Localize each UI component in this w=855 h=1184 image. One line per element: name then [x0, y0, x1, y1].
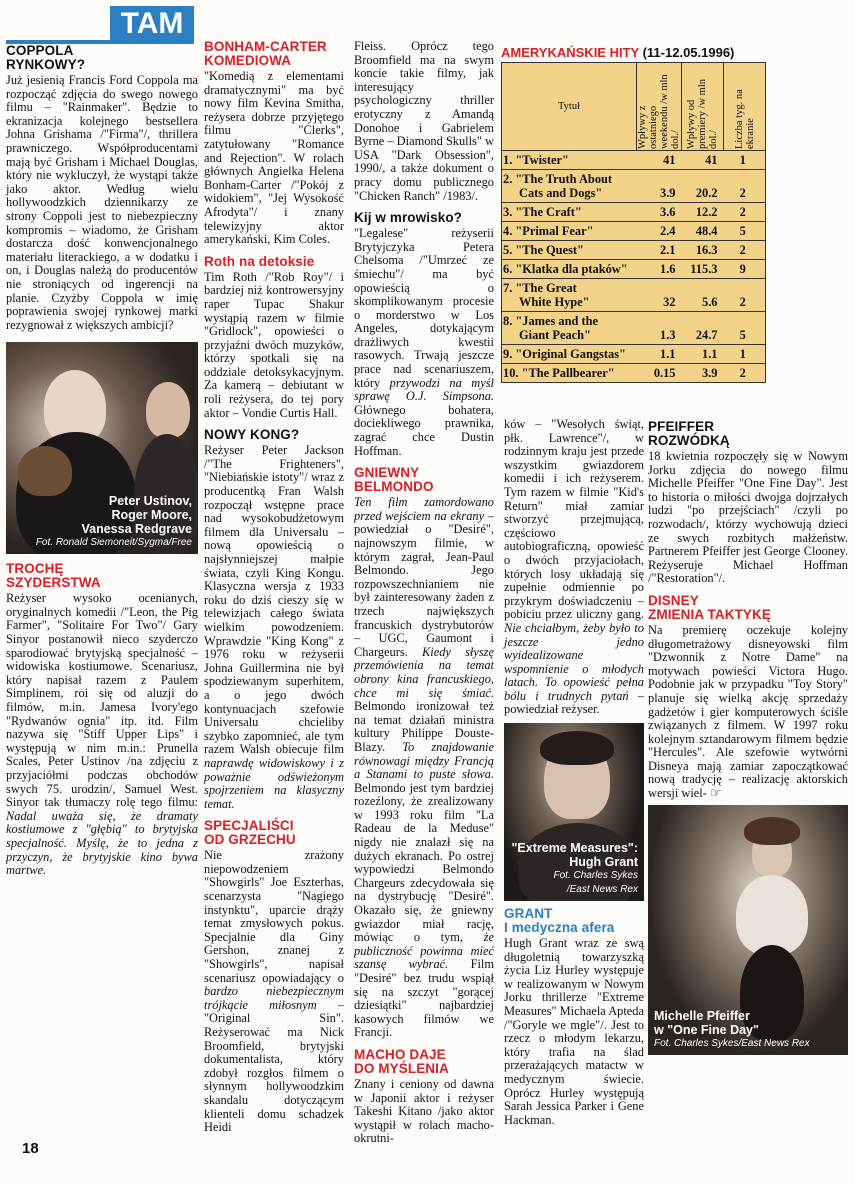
- section-tab: TAM: [110, 6, 194, 42]
- article-specjalisci: Nie zrażony niepowodzeniem "Showgirls" Joe Eszterhas, scenarzysta "Nagiego instynktu", uparcie drąży temat zmysłowych pokus. Specjalnie dla Giny Gershon, znanej z "Showgirls", napisał scenariusz opowiadający o bardzo niebezpiecznym trójkącie miłosnym – "Original Sin". Reżyserować ma Nick Broomfield, brytyjski dokumentalista, który zdobył rozgłos filmem o słynnym hollywoodzkim skandalu dotyczącym klienteli domu schadzek Heidi: [204, 848, 344, 1135]
- total-gross: 24.7: [682, 312, 724, 345]
- photo-michelle-pfeiffer: [648, 805, 848, 1055]
- headline-disney: DISNEY ZMIENIA TAKTYKĘ: [648, 592, 771, 622]
- rank: 1.: [503, 153, 513, 167]
- movie-title: "Klatka dla ptaków": [515, 262, 628, 276]
- weeks-on-screen: 1: [724, 151, 766, 170]
- weekend-gross: 2.1: [637, 241, 682, 260]
- movie-title-cell: [502, 279, 637, 312]
- article-kij-w-mrowisko: "Legalese" reżyserii Brytyjczyka Petera Chelsoma /"Umrzeć ze śmiechu"/ ma być opowieścią o skomplikowanym procesie o morderstwo w Los Angeles, dotykającym drażliwych kwestii rasowych. Trwają jeszcze prace nad scenariuszem, który przywodzi na myśl sprawę O.J. Simpsona. Głównego bohatera, dociekliwego prawnika, zagrać chce Dustin Hoffman.: [354, 226, 494, 458]
- photo-credit: Fot. Charles Sykes/East News Rex: [654, 1037, 810, 1049]
- headline-macho: MACHO DAJE DO MYŚLENIA: [354, 1046, 449, 1076]
- weeks-on-screen: 2: [724, 203, 766, 222]
- rank: 6.: [503, 262, 513, 276]
- movie-title: "The Truth About: [515, 172, 613, 186]
- rank: 9.: [503, 347, 513, 361]
- table-row: [502, 222, 766, 241]
- total-gross: 20.2: [682, 170, 724, 203]
- rank: 4.: [503, 224, 513, 238]
- headline-grant: GRANT I medyczna afera: [504, 906, 615, 936]
- rank: 10.: [503, 366, 519, 380]
- total-gross: 3.9: [682, 364, 724, 383]
- weeks-on-screen: 2: [724, 170, 766, 203]
- table-row: [502, 170, 766, 203]
- table-row: [502, 203, 766, 222]
- header-weekend: Wpływy z ostatniego weekendu /w mln dol./: [637, 63, 682, 151]
- headline-roth: Roth na detoksie: [204, 253, 315, 269]
- hits-table: [501, 62, 766, 383]
- article-roth: Tim Roth /"Rob Roy"/ i bardziej niż kontrowersyjny raper Tupac Shakur wystąpią razem w filmie "Gridlock", opowieści o przyjaźni dwóch muzyków, którzy spotkali się na oddziale detoksykacyjnym. Za kamerą – debiutant w roli reżysera, do tej pory aktor – Vondie Curtis Hall.: [204, 269, 344, 420]
- column-5: [648, 420, 848, 1055]
- photo-hugh-grant: [504, 723, 644, 901]
- weekend-gross: 41: [637, 151, 682, 170]
- weeks-on-screen: 5: [724, 312, 766, 345]
- total-gross: 12.2: [682, 203, 724, 222]
- rank: 5.: [503, 243, 513, 257]
- total-gross: 48.4: [682, 222, 724, 241]
- article-macho-cont: ków – "Wesołych świąt, płk. Lawrence"/, w rodzinnym kraju jest przede wszystkim gwiazdorem komedii i ich reżyserem. Tym razem w filmie "Kid's Return" miał zamiar stworzyć przejmującą, częściowo autobiograficzną, opowieść o dwóch przyjaciołach, których losy układają się zupełnie odmiennie po przykrym doświadczeniu – pobiciu przez uliczny gang. Nie chciałbym, żeby było to jeszcze jedno wyidealizowane wspomnienie o młodych latach. To opowieść pełna bólu i trudnych pytań – powiedział reżyser.: [504, 417, 644, 717]
- person-blouse: [736, 875, 808, 955]
- article-pfeiffer: 18 kwietnia rozpoczęły się w Nowym Jorku zdjęcia do nowego filmu Michelle Pfeiffer "One Fine Day". Jest to historia o miłości dwojga dojrzałych ludzi "po przejściach" /czyli po rozwodach/, którzy wychowują dzieci ze swych rozbitych małżeństw. Partnerem Pfeiffer jest George Clooney. Reżyseruje Michael Hoffman /"Restoration"/.: [648, 449, 848, 586]
- american-hits-box: [501, 45, 766, 383]
- movie-title: "The Craft": [515, 205, 582, 219]
- movie-title: "The Pallbearer": [521, 366, 615, 380]
- rank: 8.: [503, 314, 513, 328]
- photo-caption: Michelle Pfeiffer w "One Fine Day" Fot. Charles Sykes/East News Rex: [654, 1008, 810, 1049]
- headline-bonham-carter: BONHAM-CARTER KOMEDIOWA: [204, 39, 327, 68]
- weekend-gross: 3.6: [637, 203, 682, 222]
- rank: 3.: [503, 205, 513, 219]
- movie-title-cell: [502, 170, 637, 203]
- movie-title: Cats and Dogs": [519, 186, 603, 200]
- column-3: [354, 40, 494, 1146]
- header-screens: Liczba tyg. na ekranie: [724, 63, 766, 151]
- total-gross: 115.3: [682, 260, 724, 279]
- table-row: [502, 345, 766, 364]
- rank: 7.: [503, 281, 513, 295]
- weeks-on-screen: 1: [724, 345, 766, 364]
- table-row: [502, 279, 766, 312]
- weekend-gross: 1.3: [637, 312, 682, 345]
- movie-title: Giant Peach": [519, 328, 591, 342]
- weeks-on-screen: 2: [724, 279, 766, 312]
- movie-title-cell: [502, 345, 637, 364]
- column-4: [504, 418, 644, 1127]
- photo-credit: Fot. Charles Sykes: [553, 870, 638, 882]
- headline-szyderstwa: TROCHĘ SZYDERSTWA: [6, 561, 101, 591]
- movie-title-cell: [502, 260, 637, 279]
- weekend-gross: 1.6: [637, 260, 682, 279]
- movie-title-cell: [502, 222, 637, 241]
- weeks-on-screen: 2: [724, 241, 766, 260]
- total-gross: 5.6: [682, 279, 724, 312]
- header-premiere: Wpływy od premiery /w mln dol./: [682, 63, 724, 151]
- article-specjalisci-cont: Fleiss. Oprócz tego Broomfield ma na swym koncie takie filmy, jak interesujący psychologiczny thriller erotyczny z Amandą Donohoe i Gabrielem Byrne – Diamond Skulls" w USA "Dark Obsession", 1990/, a także dokument o pracy domu publicznego "Chicken Ranch" /1983/.: [354, 39, 494, 203]
- movie-title-cell: [502, 151, 637, 170]
- weekend-gross: 3.9: [637, 170, 682, 203]
- article-bonham-carter: "Komedią z elementami dramatycznymi" ma być nowy film Kevina Smitha, reżysera dobrze przyjętego filmu "Clerks", zatytułowany "Romance and Rejection". W rolach głównych Angielka Helena Bonham-Carter /"Pokój z widokiem", "Jej Wysokość Afrodyta"/ i znany telewizyjny aktor amerykański, Kim Coles.: [204, 69, 344, 247]
- hits-table-body: [502, 151, 766, 383]
- movie-title-cell: [502, 203, 637, 222]
- photo-caption: Peter Ustinov, Roger Moore, Vanessa Redgrave Fot. Ronald Siemoneit/Sygma/Free: [35, 494, 192, 549]
- article-belmondo: Ten film zamordowano przed wejściem na ekrany – powiedział o "Desiré", najnowszym filmie, w którym zagrał, Jean-Paul Belmondo. Jego rozpowszechnianiem nie był zainteresowany żaden z trzech największych francuskich dystrybutorów – UGC, Gaumont i Chargeurs. Kiedy słyszę przemówienia na temat obrony kina francuskiego, chce mi się śmiać. Belmondo ironizował też na temat działań ministra kultury Philippe Douste-Blazy. To znajdowanie równowagi między Francją a Stanami to puste słowa. Belmondo jest tym bardziej rozeźlony, że zrealizowany w 1993 roku film "La Radeau de la Meduse" nigdy nie znalazł się na dużych ekranach. Po ostrej wypowiedzi Belmondo Chargeurs zdecydowała się na dystrybucję "Desiré". Okazało się, że gniewny gwiazdor miał rację, mówiąc o tym, że publiczność powinna mieć szansę wybrać. Film "Desiré" bez trudu wspiął się na szczyt "gorącej dziesiątki" najbardziej kasowych filmów we Francji.: [354, 495, 494, 1040]
- header-title: Tytuł: [502, 63, 637, 151]
- total-gross: 41: [682, 151, 724, 170]
- headline-belmondo: GNIEWNY BELMONDO: [354, 465, 434, 495]
- rank: 2.: [503, 172, 513, 186]
- headline-kij-w-mrowisko: Kij w mrowisko?: [354, 210, 463, 226]
- movie-title: "Primal Fear": [515, 224, 594, 238]
- movie-title: White Hype": [519, 295, 590, 309]
- movie-title: "The Quest": [515, 243, 584, 257]
- table-row: [502, 241, 766, 260]
- hits-title: AMERYKAŃSKIE HITY (11-12.05.1996): [501, 45, 735, 60]
- movie-title-cell: [502, 241, 637, 260]
- weekend-gross: 32: [637, 279, 682, 312]
- article-macho: Znany i ceniony od dawna w Japonii aktor i reżyser Takeshi Kitano /jako aktor wystąpił w rolach macho-okrutni-: [354, 1076, 494, 1146]
- table-row: [502, 260, 766, 279]
- column-1: [6, 44, 198, 878]
- movie-title: "Twister": [515, 153, 569, 167]
- weeks-on-screen: 9: [724, 260, 766, 279]
- photo-credit: /East News Rex: [566, 884, 638, 896]
- movie-title: "James and the: [515, 314, 599, 328]
- puppet-shape: [18, 446, 72, 496]
- table-row: [502, 312, 766, 345]
- weekend-gross: 2.4: [637, 222, 682, 241]
- movie-title: "Original Gangstas": [515, 347, 626, 361]
- pointing-hand-icon: ☞: [709, 786, 722, 802]
- page-number: 18: [22, 1140, 39, 1157]
- article-grant: Hugh Grant wraz ze swą długoletnią towarzyszką życia Liz Hurley występuje w realizowanym w Nowym Jorku thrillerze "Extreme Measures" Michaela Apteda /"Goryle we mgle"/. Jest to rzecz o młodym lekarzu, który trafia na ślad przerażających matactw w medycznym świecie. Oprócz Hurley występują Sarah Jessica Parker i Gene Hackman.: [504, 936, 644, 1127]
- person-hair: [744, 817, 800, 845]
- weekend-gross: 1.1: [637, 345, 682, 364]
- headline-coppola: COPPOLA RYNKOWY?: [6, 43, 86, 72]
- article-nowy-kong: Reżyser Peter Jackson /"The Frighteners", "Niebiańskie istoty"/ wraz z producentką Fran Walsh rozpoczął wstępne prace nad wysokobudżetowym filmem dla Universalu – nową opowieścią o najsłynniejszej małpie świata, czyli King Kongu. Klasyczna wersja z 1933 roku do dziś cieszy się w telewizjach całego świata wielkim powodzeniem. Wprawdzie "King Kong" z 1976 roku w reżyserii Johna Guillermina nie był spodziewanym superhitem, a o jego dwóch kontynuacjach szefowie Universalu chcieliby szybko zapomnieć, ale tym razem Walsh obiecuje film naprawdę widowiskowy i z poważnie odświeżonym spojrzeniem na klasyczny temat.: [204, 443, 344, 811]
- movie-title-cell: [502, 312, 637, 345]
- headline-specjalisci: SPECJALIŚCI OD GRZECHU: [204, 818, 296, 848]
- weekend-gross: 0.15: [637, 364, 682, 383]
- headline-nowy-kong: NOWY KONG?: [204, 427, 300, 443]
- headline-pfeiffer: PFEIFFER ROZWÓDKĄ: [648, 419, 730, 448]
- table-row: [502, 364, 766, 383]
- weeks-on-screen: 2: [724, 364, 766, 383]
- article-disney: Na premierę oczekuje kolejny długometrażowy disneyowski film "Dzwonnik z Notre Dame" na motywach powieści Victora Hugo. Podobnie jak w przypadku "Toy Story" planuje się wielką akcję sprzedaży gadżetów i gier komputerowych ściśle związanych z filmem. W 1997 roku kolejnym sztandarowym filmem będzie "Hercules". Ale szefowie wytwórni Disneya mają zamiar zapoczątkować nową tradycję – realizację aktorskich wersji wiel- ☞: [648, 622, 848, 802]
- movie-title-cell: [502, 364, 637, 383]
- article-coppola: Już jesienią Francis Ford Coppola ma rozpocząć zdjęcia do swego nowego filmu – "Rainmaker". Będzie to ekranizacja kolejnego bestsellera Johna Grishama /"Firma"/, thrillera prawniczego. Współproducentami mają być Grisham i Michael Douglas, który nie wykluczył, że wystąpi także jako aktor. Według wielu hollywoodzkich dziennikarzy ze strony Coppoli jest to niebezpieczny kompromis – wiadomo, że Grisham dostarcza dość konwencjonalnego materiału literackiego, a w dodatku i on, i Douglas należą do producentów nie stroniących od ingerencji na planie. Czyżby Coppola w imię poprawienia swojej rynkowej marki rezygnował z większych ambicji?: [6, 73, 198, 332]
- weeks-on-screen: 5: [724, 222, 766, 241]
- person-hair: [540, 731, 614, 765]
- photo-credit: Fot. Ronald Siemoneit/Sygma/Free: [35, 537, 192, 549]
- article-szyderstwa: Reżyser wysoko ocenianych, oryginalnych komedii /"Leon, the Pig Farmer", "Solitaire For Two"/ Gary Sinyor postanowił nieco szyderczo sparodiować brytyjską specjalność – widowiska kostiumowe. Scenariusz, który napisał razem z Paulem Simplinem, roi się od aluzji do filmów, m.in. Jamesa Ivory'ego "Rydwanów ognia" itp. itd. Film nazywa się "Stiff Upper Lips" i występują w nim m.in.: Prunella Scales, Peter Ustinov /na zdjęciu z przyjaciółmi podczas obchodów swych 75. urodzin/, Samuel West. Sinyor tak tłumaczy rolę tego filmu: Nadal uważa się, że dramaty kostiumowe z "głębią" to brytyjska specjalność. Myślę, że to jedna z przyczyn, że brytyjskie kino bywa martwe.: [6, 591, 198, 878]
- total-gross: 16.3: [682, 241, 724, 260]
- person-face: [146, 382, 190, 438]
- table-row: [502, 151, 766, 170]
- photo-caption: "Extreme Measures": Hugh Grant Fot. Charles Sykes /East News Rex: [511, 841, 638, 896]
- column-2: [204, 40, 344, 1135]
- movie-title: "The Great: [515, 281, 577, 295]
- total-gross: 1.1: [682, 345, 724, 364]
- photo-ustinov-moore-redgrave: [6, 342, 198, 554]
